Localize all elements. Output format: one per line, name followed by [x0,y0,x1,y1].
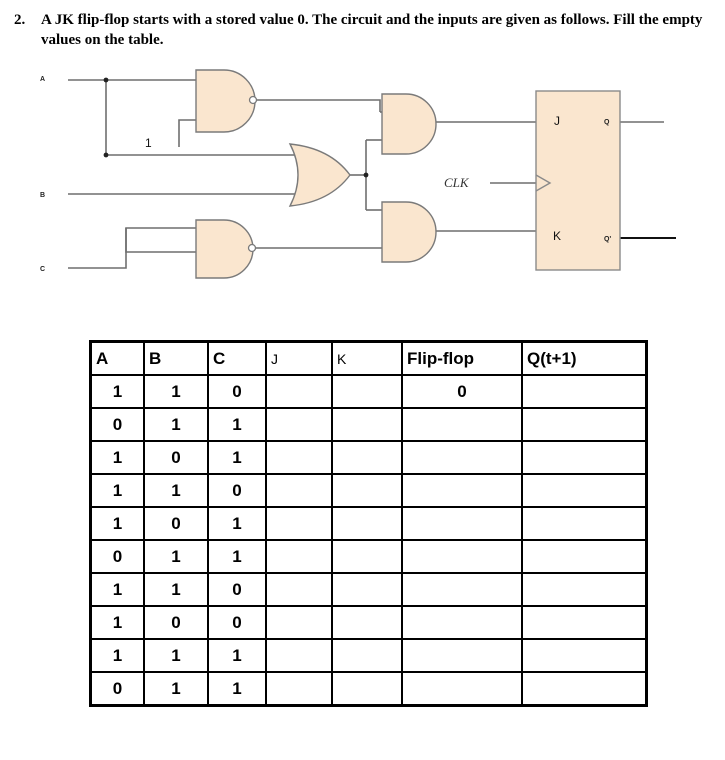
question-text: A JK flip-flop starts with a stored value 0. The circuit and the inputs are given as follows. Fill the empty values on the table. [41,12,703,48]
cell-b: 1 [144,573,208,606]
cell-a: 1 [91,573,145,606]
table-row [91,672,647,706]
cell-j[interactable] [266,573,332,606]
cell-flip-flop: 0 [402,375,522,408]
cell-j[interactable] [266,441,332,474]
cell-c: 1 [208,639,266,672]
cell-q-next[interactable] [522,441,647,474]
junction-a-or [104,153,109,158]
wire-nand1-out [256,100,380,112]
header-k: K [332,342,402,376]
cell-q-next[interactable] [522,507,647,540]
cell-j[interactable] [266,672,332,706]
cell-k[interactable] [332,408,402,441]
cell-k[interactable] [332,474,402,507]
header-c: C [208,342,266,376]
header-j: J [266,342,332,376]
cell-q-next[interactable] [522,375,647,408]
cell-j[interactable] [266,639,332,672]
cell-a: 1 [91,474,145,507]
input-a-label: A [40,76,46,83]
table-row [91,375,647,408]
wire-c [68,228,196,268]
wire-const-one [179,120,196,147]
nand-gate-2 [196,220,256,278]
ff-qbar-label: Q' [604,236,612,243]
and-gate-1 [382,94,436,154]
cell-b: 0 [144,606,208,639]
table-row [91,606,647,639]
cell-a: 1 [91,639,145,672]
cell-flip-flop[interactable] [402,639,522,672]
header-b: B [144,342,208,376]
or-gate [290,144,350,206]
table-row [91,540,647,573]
cell-j[interactable] [266,540,332,573]
cell-k[interactable] [332,540,402,573]
constant-one-label: 1 [145,136,152,150]
cell-b: 1 [144,408,208,441]
input-b-label: B [40,192,46,199]
cell-j[interactable] [266,474,332,507]
table-row [91,441,647,474]
cell-c: 1 [208,408,266,441]
cell-k[interactable] [332,441,402,474]
cell-b: 1 [144,375,208,408]
table-row [91,573,647,606]
header-q-next: Q(t+1) [522,342,647,376]
ff-k-label: K [553,229,562,243]
cell-j[interactable] [266,375,332,408]
cell-q-next[interactable] [522,606,647,639]
cell-flip-flop[interactable] [402,507,522,540]
cell-c: 0 [208,606,266,639]
header-flip-flop: Flip-flop [402,342,522,376]
cell-flip-flop[interactable] [402,606,522,639]
cell-q-next[interactable] [522,573,647,606]
circuit-diagram [0,58,725,283]
cell-b: 1 [144,672,208,706]
cell-a: 1 [91,507,145,540]
cell-flip-flop[interactable] [402,441,522,474]
cell-flip-flop[interactable] [402,672,522,706]
nand-gate-1 [196,70,257,132]
cell-c: 0 [208,474,266,507]
cell-q-next[interactable] [522,672,647,706]
cell-c: 1 [208,441,266,474]
ff-q-label: Q [604,119,610,126]
cell-j[interactable] [266,408,332,441]
jk-flip-flop [536,91,620,270]
cell-flip-flop[interactable] [402,573,522,606]
cell-k[interactable] [332,507,402,540]
cell-b: 1 [144,540,208,573]
clk-label: CLK [444,175,469,190]
table-header-row [91,342,647,376]
cell-a: 0 [91,672,145,706]
cell-b: 1 [144,639,208,672]
cell-b: 0 [144,441,208,474]
cell-k[interactable] [332,672,402,706]
ff-j-label: J [554,114,560,128]
and-gate-2 [382,202,436,262]
cell-b: 1 [144,474,208,507]
cell-q-next[interactable] [522,540,647,573]
wire-c-second [126,228,196,252]
cell-j[interactable] [266,606,332,639]
cell-j[interactable] [266,507,332,540]
cell-a: 1 [91,441,145,474]
table-row [91,639,647,672]
cell-q-next[interactable] [522,639,647,672]
cell-flip-flop[interactable] [402,474,522,507]
cell-a: 0 [91,408,145,441]
cell-k[interactable] [332,573,402,606]
cell-q-next[interactable] [522,474,647,507]
junction-or [364,173,369,178]
cell-a: 1 [91,606,145,639]
cell-c: 1 [208,672,266,706]
cell-a: 0 [91,540,145,573]
truth-table [89,340,648,707]
table-row [91,507,647,540]
table-row [91,408,647,441]
cell-b: 0 [144,507,208,540]
input-c-label: C [40,266,46,273]
cell-c: 0 [208,375,266,408]
cell-k[interactable] [332,375,402,408]
cell-flip-flop[interactable] [402,540,522,573]
header-a: A [91,342,145,376]
cell-a: 1 [91,375,145,408]
cell-flip-flop[interactable] [402,408,522,441]
table-body [91,375,647,706]
cell-q-next[interactable] [522,408,647,441]
cell-k[interactable] [332,639,402,672]
cell-c: 1 [208,540,266,573]
table-row [91,474,647,507]
cell-c: 1 [208,507,266,540]
cell-c: 0 [208,573,266,606]
question-number: 2. [14,12,26,28]
cell-k[interactable] [332,606,402,639]
junction-a [104,78,109,83]
question-block [14,10,714,50]
